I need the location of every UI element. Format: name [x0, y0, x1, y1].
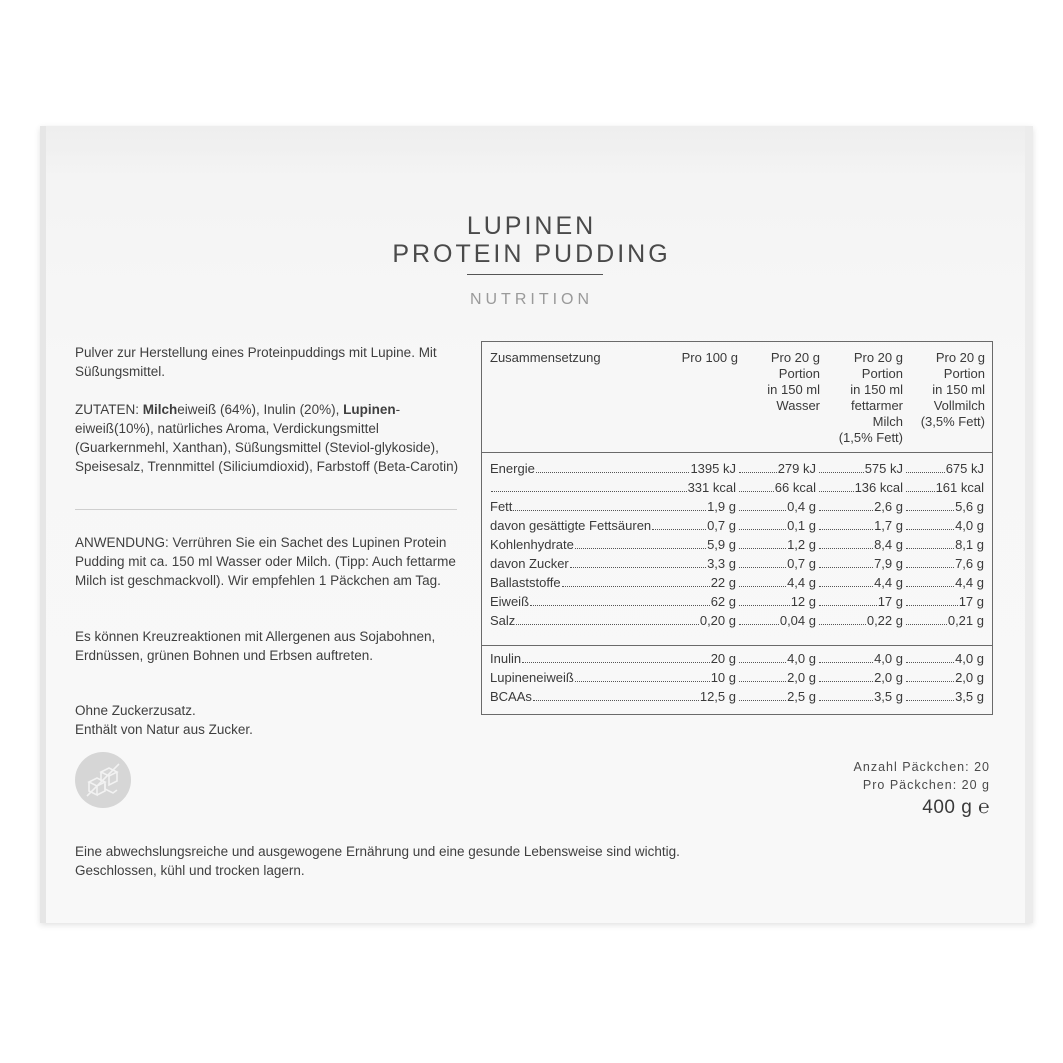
- row-label: Lupineneiweiß: [490, 670, 574, 685]
- dot-leader: [819, 491, 854, 492]
- ingredients-prefix: ZUTATEN:: [75, 402, 143, 417]
- dot-leader: [739, 586, 786, 587]
- dot-leader: [906, 548, 954, 549]
- row-value: 1,9 g: [707, 499, 736, 514]
- product-title-line2: PROTEIN PUDDING: [392, 240, 671, 268]
- table-row: [490, 669, 984, 687]
- column-header-line: Portion: [861, 366, 903, 381]
- dot-leader: [739, 662, 786, 663]
- footer-line2: Geschlossen, kühl und trocken lagern.: [75, 863, 305, 878]
- column-header-line: Portion: [943, 366, 985, 381]
- dot-leader: [739, 681, 786, 682]
- row-label: Ballaststoffe: [490, 575, 561, 590]
- dot-leader: [819, 472, 864, 473]
- row-label: Energie: [490, 461, 535, 476]
- ingredients-part1: eiweiß (64%), Inulin (20%),: [177, 402, 344, 417]
- dot-leader: [819, 548, 873, 549]
- dot-leader: [562, 586, 710, 587]
- row-value: 2,0 g: [955, 670, 984, 685]
- dot-leader: [739, 700, 786, 701]
- row-label: Kohlenhydrate: [490, 537, 574, 552]
- dot-leader: [575, 681, 710, 682]
- row-value: 17 g: [958, 594, 984, 609]
- dot-leader: [739, 624, 779, 625]
- row-value: 161 kcal: [935, 480, 984, 495]
- row-value: 675 kJ: [945, 461, 984, 476]
- product-subtitle: NUTRITION: [469, 291, 594, 308]
- row-value: 0,7 g: [787, 556, 816, 571]
- nutrition-table: [481, 341, 993, 715]
- table-row: [490, 574, 984, 592]
- row-value: 3,5 g: [955, 689, 984, 704]
- table-row: [490, 498, 984, 516]
- column-header-line: (3,5% Fett): [920, 414, 985, 429]
- row-value: 7,6 g: [955, 556, 984, 571]
- table-header-label: Zusammensetzung: [490, 350, 601, 365]
- table-row: [490, 593, 984, 611]
- table-row: [490, 517, 984, 535]
- column-header-line: in 150 ml: [850, 382, 903, 397]
- ingredients-part2: -eiweiß(10%), natürliches Aroma, Verdickungsmittel (Guarkernmehl, Xanthan), Süßungsmittel (Steviol-glykoside), Speisesalz, Trennmittel (Siliciumdioxid), Farbstoff (Beta-Carotin): [75, 402, 459, 474]
- table-row: [490, 460, 984, 478]
- row-value: 12,5 g: [699, 689, 736, 704]
- dot-leader: [819, 567, 873, 568]
- row-label: Fett: [490, 499, 513, 514]
- row-value: 3,5 g: [874, 689, 903, 704]
- row-value: 1,7 g: [874, 518, 903, 533]
- dot-leader: [906, 681, 954, 682]
- title-rule: [467, 274, 603, 275]
- dot-leader: [739, 510, 786, 511]
- table-row: [490, 479, 984, 497]
- column-header-line: in 150 ml: [767, 382, 820, 397]
- box-top-shade: [40, 126, 1033, 176]
- dot-leader: [575, 548, 706, 549]
- ingredients-bold-milk: Milch: [142, 402, 178, 417]
- dot-leader: [739, 491, 774, 492]
- column-header-line: Milch: [872, 414, 903, 429]
- dot-leader: [819, 681, 873, 682]
- row-value: 4,0 g: [955, 518, 984, 533]
- table-row: [490, 650, 984, 668]
- row-value: 4,0 g: [874, 651, 903, 666]
- dot-leader: [906, 662, 954, 663]
- dot-leader: [906, 624, 947, 625]
- dot-leader: [739, 548, 786, 549]
- dot-leader: [906, 472, 945, 473]
- table-header-divider: [482, 452, 992, 453]
- row-value: 17 g: [877, 594, 903, 609]
- row-value: 4,4 g: [787, 575, 816, 590]
- column-header-per-100g: [648, 350, 738, 366]
- row-value: 8,1 g: [955, 537, 984, 552]
- footer-line1: Eine abwechslungsreiche und ausgewogene Ernährung und eine gesunde Lebensweise sind wichtig.: [75, 844, 680, 859]
- column-header-line: Vollmilch: [933, 398, 985, 413]
- row-value: 4,4 g: [874, 575, 903, 590]
- row-value: 0,04 g: [779, 613, 816, 628]
- dot-leader: [819, 662, 873, 663]
- net-weight: 400 g ℮: [922, 797, 990, 818]
- column-header-lowfat-milk: [823, 350, 903, 446]
- ingredients-text: [75, 400, 465, 476]
- table-row: [490, 612, 984, 630]
- dot-leader: [906, 700, 954, 701]
- column-header-line: Portion: [778, 366, 820, 381]
- pack-count: Anzahl Päckchen: 20: [853, 760, 990, 774]
- dot-leader: [513, 510, 706, 511]
- row-label: Eiweiß: [490, 594, 530, 609]
- row-value: 0,20 g: [699, 613, 736, 628]
- product-title-line1: LUPINEN: [466, 212, 597, 240]
- column-header-line: Pro 100 g: [681, 350, 738, 365]
- dot-leader: [819, 586, 873, 587]
- row-value: 66 kcal: [774, 480, 816, 495]
- dot-leader: [652, 529, 706, 530]
- intro-text: Pulver zur Herstellung eines Proteinpuddings mit Lupine. Mit Süßungsmittel.: [75, 345, 437, 379]
- row-value: 8,4 g: [874, 537, 903, 552]
- row-value: 5,9 g: [707, 537, 736, 552]
- row-value: 136 kcal: [854, 480, 903, 495]
- row-value: 279 kJ: [777, 461, 816, 476]
- usage-body: Verrühren Sie ein Sachet des Lupinen Protein Pudding mit ca. 150 ml Wasser oder Milch. (Tipp: Auch fettarme Milch ist geschmackvoll). Wir empfehlen 1 Päckchen am Tag.: [75, 535, 456, 588]
- sugar-line1: Ohne Zuckerzusatz.: [75, 703, 196, 718]
- dot-leader: [739, 529, 786, 530]
- row-value: 4,0 g: [955, 651, 984, 666]
- column-header-line: (1,5% Fett): [838, 430, 903, 445]
- dot-leader: [491, 491, 687, 492]
- row-value: 0,21 g: [947, 613, 984, 628]
- table-row: [490, 688, 984, 706]
- dot-leader: [906, 586, 954, 587]
- ingredients-bold-lupin: Lupinen: [343, 402, 396, 417]
- row-value: 575 kJ: [864, 461, 903, 476]
- footer-text: [75, 842, 975, 880]
- column-header-water: [740, 350, 820, 414]
- usage-prefix: ANWENDUNG:: [75, 535, 173, 550]
- row-value: 4,0 g: [787, 651, 816, 666]
- row-value: 0,1 g: [787, 518, 816, 533]
- column-header-line: fettarmer: [850, 398, 903, 413]
- row-value: 62 g: [710, 594, 736, 609]
- column-header-whole-milk: [905, 350, 985, 430]
- row-value: 2,0 g: [874, 670, 903, 685]
- sugar-text: [75, 701, 465, 739]
- dot-leader: [906, 529, 954, 530]
- sugar-line2: Enthält von Natur aus Zucker.: [75, 722, 253, 737]
- dot-leader: [906, 491, 935, 492]
- dot-leader: [819, 529, 873, 530]
- row-label: BCAAs: [490, 689, 532, 704]
- dot-leader: [739, 567, 786, 568]
- table-section-divider: [482, 645, 992, 646]
- column-header-line: Pro 20 g: [853, 350, 903, 365]
- row-value: 3,3 g: [707, 556, 736, 571]
- row-label: Inulin: [490, 651, 522, 666]
- row-value: 1,2 g: [787, 537, 816, 552]
- no-sugar-cubes-icon: [75, 752, 131, 808]
- row-value: 2,6 g: [874, 499, 903, 514]
- row-value: 7,9 g: [874, 556, 903, 571]
- dot-leader: [533, 700, 699, 701]
- row-value: 331 kcal: [687, 480, 736, 495]
- column-header-line: Pro 20 g: [770, 350, 820, 365]
- dot-leader: [819, 510, 873, 511]
- row-value: 22 g: [710, 575, 736, 590]
- row-value: 1395 kJ: [690, 461, 736, 476]
- dot-leader: [819, 624, 866, 625]
- dot-leader: [570, 567, 706, 568]
- allergen-text: Es können Kreuzreaktionen mit Allergenen aus Sojabohnen, Erdnüssen, grünen Bohnen und Erbsen auftreten.: [75, 629, 436, 663]
- row-value: 0,7 g: [707, 518, 736, 533]
- dot-leader: [906, 605, 958, 606]
- dot-leader: [906, 567, 954, 568]
- row-value: 2,5 g: [787, 689, 816, 704]
- column-header-line: Wasser: [776, 398, 820, 413]
- row-label: davon gesättigte Fettsäuren: [490, 518, 652, 533]
- dot-leader: [739, 605, 790, 606]
- row-value: 2,0 g: [787, 670, 816, 685]
- dot-leader: [906, 510, 954, 511]
- row-label: davon Zucker: [490, 556, 569, 571]
- column-header-line: in 150 ml: [932, 382, 985, 397]
- row-value: 10 g: [710, 670, 736, 685]
- dot-leader: [739, 472, 777, 473]
- row-label: Salz: [490, 613, 516, 628]
- row-value: 12 g: [790, 594, 816, 609]
- row-value: 5,6 g: [955, 499, 984, 514]
- dot-leader: [536, 472, 690, 473]
- usage-text: [75, 533, 465, 590]
- dot-leader: [530, 605, 710, 606]
- pack-weight: Pro Päckchen: 20 g: [862, 778, 990, 792]
- column-header-line: Pro 20 g: [935, 350, 985, 365]
- dot-leader: [819, 700, 873, 701]
- dot-leader: [819, 605, 877, 606]
- table-row: [490, 536, 984, 554]
- dot-leader: [522, 662, 710, 663]
- row-value: 0,22 g: [866, 613, 903, 628]
- row-value: 4,4 g: [955, 575, 984, 590]
- table-row: [490, 555, 984, 573]
- row-value: 20 g: [710, 651, 736, 666]
- section-divider: [75, 509, 457, 510]
- dot-leader: [516, 624, 699, 625]
- row-value: 0,4 g: [787, 499, 816, 514]
